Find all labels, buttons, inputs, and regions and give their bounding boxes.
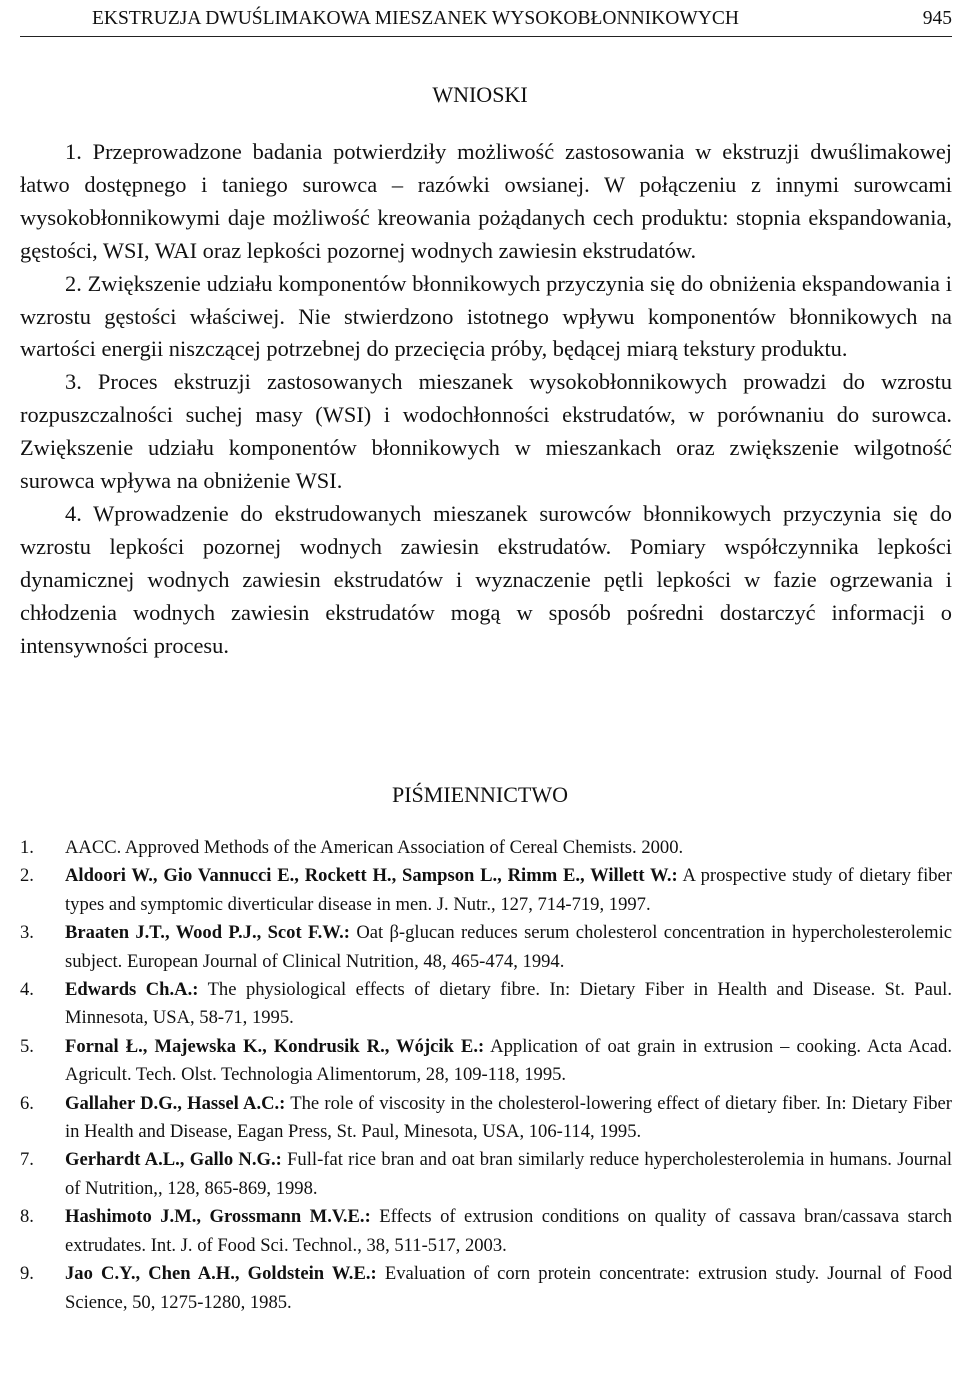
reference-authors: Jao C.Y., Chen A.H., Goldstein W.E.: — [65, 1263, 377, 1285]
reference-list — [20, 834, 952, 1317]
reference-item — [20, 976, 952, 1033]
reference-authors: Aldoori W., Gio Vannucci E., Rockett H., Sampson L., Rimm E., Willett W.: — [65, 865, 678, 887]
reference-item — [20, 1146, 952, 1203]
reference-authors: Edwards Ch.A.: — [65, 979, 199, 1001]
reference-item — [20, 1203, 952, 1260]
reference-number: 8. — [20, 1206, 34, 1228]
reference-text: The role of viscosity in the cholesterol-lowering effect of dietary fiber. In: Dietary Fiber in Health and Disease, Eagan Press, St. Paul, Minesota, USA, 106-114, 1995. — [65, 1092, 952, 1143]
reference-number: 7. — [20, 1149, 34, 1171]
reference-number: 5. — [20, 1035, 34, 1057]
reference-item — [20, 1090, 952, 1147]
reference-item — [20, 834, 952, 862]
reference-number: 4. — [20, 979, 34, 1001]
reference-number: 3. — [20, 922, 34, 944]
reference-item — [20, 1260, 952, 1317]
running-title: EKSTRUZJA DWUŚLIMAKOWA MIESZANEK WYSOKOBŁONNIKOWYCH — [92, 8, 739, 29]
references-heading: PIŚMIENNICTWO — [392, 782, 568, 807]
conclusion-item: 1. Przeprowadzone badania potwierdziły możliwość zastosowania w ekstruzji dwuślimakowej łatwo dostępnego i taniego surowca – razówki owsianej. W połączeniu z innymi surowcami wysokobłonnikowymi daje możliwość kreowania pożądanych cech produktu: stopnia ekspandowania, gęstości, WSI, WAI oraz lepkości pozornej wodnych zawiesin ekstrudatów. — [20, 139, 952, 263]
reference-number: 9. — [20, 1263, 34, 1285]
reference-item — [20, 862, 952, 919]
page-number: 945 — [922, 8, 952, 29]
conclusions-heading: WNIOSKI — [432, 82, 528, 107]
reference-text: Full-fat rice bran and oat bran similarly reduce hypercholesterolemia in humans. Journal of Nutrition,, 128, 865-869, 1998. — [65, 1149, 952, 1199]
conclusion-item: 2. Zwiększenie udziału komponentów błonnikowych przyczynia się do obniżenia ekspandowania i wzrostu gęstości właściwej. Nie stwierdzono istotnego wpływu komponentów błonnikowych na wartości energii niszczącej potrzebnej do przecięcia próby, będącej miarą tekstury produktu. — [20, 270, 952, 362]
reference-item — [20, 919, 952, 976]
conclusion-item: 3. Proces ekstruzji zastosowanych mieszanek wysokobłonnikowych prowadzi do wzrostu rozpuszczalności suchej masy (WSI) i wodochłonności ekstrudatów, w porównaniu do surowca. Zwiększenie udziału komponentów błonnikowych w mieszankach oraz zwiększenie wilgotność surowca wpływa na obniżenie WSI. — [20, 369, 952, 494]
reference-authors: Gallaher D.G., Hassel A.C.: — [65, 1092, 286, 1114]
reference-text: Oat β-glucan reduces serum cholesterol concentration in hypercholesterolemic subject. European Journal of Clinical Nutrition, 48, 465-474, 1994. — [65, 922, 952, 972]
reference-authors: Gerhardt A.L., Gallo N.G.: — [65, 1149, 282, 1171]
reference-item — [20, 1033, 952, 1090]
reference-text: Effects of extrusion conditions on quality of cassava bran/cassava starch extrudates. Int. J. of Food Sci. Technol., 38, 511-517, 2003. — [65, 1206, 952, 1256]
reference-number: 1. — [20, 837, 34, 858]
reference-text: The physiological effects of dietary fibre. In: Dietary Fiber in Health and Disease. St. Paul. Minnesota, USA, 58-71, 1995. — [65, 979, 952, 1029]
reference-text: AACC. Approved Methods of the American Association of Cereal Chemists. 2000. — [65, 837, 684, 858]
reference-text: A prospective study of dietary fiber types and symptomic diverticular disease in men. J. Nutr., 127, 714-719, 1997. — [65, 865, 952, 915]
conclusion-item: 4. Wprowadzenie do ekstrudowanych mieszanek surowców błonnikowych przyczynia się do wzrostu lepkości pozornej wodnych zawiesin ekstrudatów. Pomiary współczynnika lepkości dynamicznej wodnych zawiesin ekstrudatów i wyznaczenie pętli lepkości w fazie ogrzewania i chłodzenia wodnych zawiesin ekstrudatów mogą w sposób pośredni dostarczyć informacji o intensywności procesu. — [20, 500, 952, 658]
reference-authors: Fornal Ł., Majewska K., Kondrusik R., Wójcik E.: — [65, 1035, 485, 1057]
reference-number: 2. — [20, 865, 34, 887]
reference-text: Application of oat grain in extrusion – cooking. Acta Acad. Agricult. Tech. Olst. Technologia Alimentorum, 28, 109-118, 1995. — [65, 1035, 952, 1086]
reference-number: 6. — [20, 1092, 34, 1114]
reference-authors: Hashimoto J.M., Grossmann M.V.E.: — [65, 1206, 371, 1228]
reference-authors: Braaten J.T., Wood P.J., Scot F.W.: — [65, 922, 350, 944]
conclusions-body — [20, 136, 952, 663]
running-header — [20, 2, 952, 37]
reference-text: Evaluation of corn protein concentrate: extrusion study. Journal of Food Science, 50, 1275-1280, 1985. — [65, 1263, 952, 1313]
